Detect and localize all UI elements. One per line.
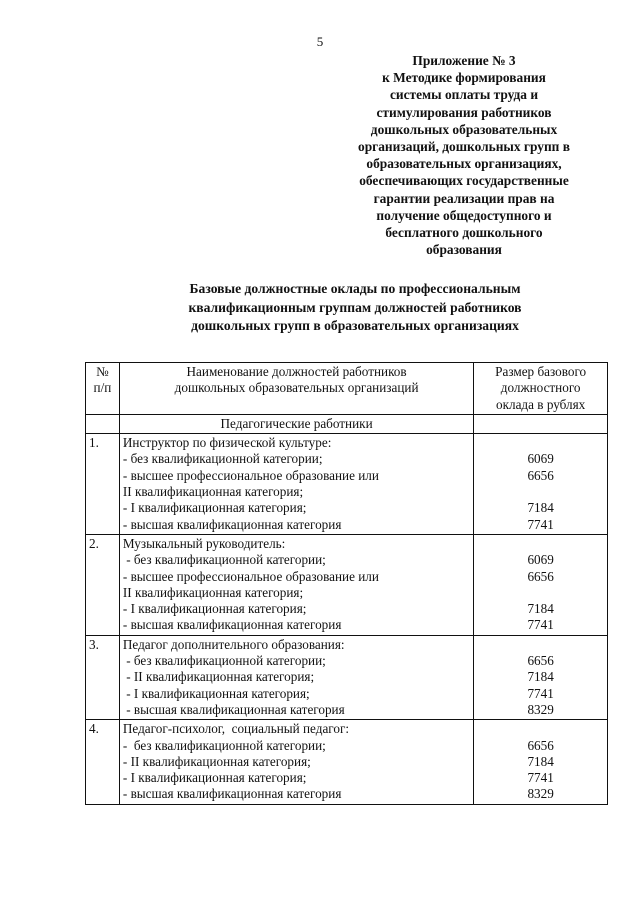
salary-value: 7184 [527, 500, 554, 516]
row-line: - без квалификационной категории; [122, 737, 326, 753]
section-value-cell [474, 414, 608, 433]
section-title: Педагогические работники [119, 414, 473, 433]
row-num: 4. [86, 720, 120, 804]
salary-value: 7184 [527, 669, 554, 685]
appendix-line: образования [426, 242, 502, 258]
table-row [86, 434, 608, 535]
row-values [474, 534, 608, 635]
salary-value [477, 484, 604, 500]
salary-value: 6069 [527, 552, 554, 568]
row-positions [119, 534, 473, 635]
page-number: 5 [316, 34, 324, 49]
row-title: Педагог дополнительного образования: [122, 636, 345, 652]
row-num: 1. [86, 434, 120, 535]
row-title: Музыкальный руководитель: [122, 535, 286, 551]
section-num-cell [86, 414, 120, 433]
row-line: - высшая квалификационная категория [122, 786, 342, 802]
header-num [86, 363, 120, 415]
row-line: - высшее профессиональное образование или [122, 467, 379, 483]
salary-value: 7741 [527, 516, 554, 532]
salary-value: 7184 [527, 753, 554, 769]
row-line: - II квалификационная категория; [122, 753, 311, 769]
row-title: Педагог-психолог, социальный педагог: [122, 721, 350, 737]
table-row [86, 635, 608, 719]
title-line: дошкольных групп в образовательных организациях [191, 318, 519, 333]
title-line: Базовые должностные оклады по профессиональным [189, 281, 521, 296]
appendix-line: гарантии реализации прав на [373, 190, 555, 206]
row-line: - высшее профессиональное образование или [122, 568, 379, 584]
salary-value [477, 585, 604, 601]
table-row [86, 720, 608, 804]
salary-table [85, 362, 608, 805]
row-line: - I квалификационная категория; [122, 601, 307, 617]
appendix-line: к Методике формирования [382, 70, 546, 86]
row-positions [119, 720, 473, 804]
row-positions [119, 434, 473, 535]
header-num-line: п/п [93, 380, 112, 396]
salary-value: 6656 [527, 737, 554, 753]
row-positions [119, 635, 473, 719]
header-salary [474, 363, 608, 415]
salary-value: 7184 [527, 601, 554, 617]
section-row [86, 414, 608, 433]
row-num: 2. [86, 534, 120, 635]
header-num-line: № [96, 364, 109, 379]
row-num: 3. [86, 635, 120, 719]
table-header-row [86, 363, 608, 415]
row-line: - без квалификационной категории; [122, 653, 326, 669]
document-title [140, 280, 570, 336]
table-row [86, 534, 608, 635]
row-values [474, 635, 608, 719]
header-name-line: дошкольных образовательных организаций [174, 380, 419, 396]
salary-value: 8329 [527, 701, 554, 717]
header-salary-line: должностного [500, 380, 581, 396]
row-values [474, 434, 608, 535]
row-title: Инструктор по физической культуре: [122, 435, 332, 451]
salary-value: 8329 [527, 786, 554, 802]
appendix-line: стимулирования работников [376, 104, 552, 120]
value-spacer [477, 536, 604, 552]
title-line: квалификационным группам должностей работников [188, 299, 522, 315]
appendix-line: системы оплаты труда и [389, 87, 539, 103]
appendix-line: обеспечивающих государственные [359, 173, 569, 189]
salary-value: 6656 [527, 568, 554, 584]
value-spacer [477, 435, 604, 451]
salary-value: 7741 [527, 770, 554, 786]
appendix-line: дошкольных образовательных [370, 121, 558, 137]
appendix-line: получение общедоступного и [376, 207, 552, 223]
row-line: II квалификационная категория; [122, 584, 304, 600]
row-line: - I квалификационная категория; [122, 685, 310, 701]
salary-value: 7741 [527, 617, 554, 633]
salary-value: 6656 [527, 653, 554, 669]
header-name-line: Наименование должностей работников [186, 364, 407, 379]
value-spacer [477, 637, 604, 653]
salary-value: 6069 [527, 451, 554, 467]
value-spacer [477, 721, 604, 737]
header-salary-line: Размер базового [495, 364, 587, 379]
row-line: - II квалификационная категория; [122, 669, 315, 685]
row-line: - I квалификационная категория; [122, 770, 307, 786]
appendix-heading [330, 52, 598, 258]
row-line: II квалификационная категория; [122, 484, 304, 500]
header-name [119, 363, 473, 415]
header-salary-line: оклада в рублях [496, 396, 586, 412]
row-line: - высшая квалификационная категория [122, 516, 342, 532]
row-line: - высшая квалификационная категория [122, 701, 345, 717]
appendix-line: организаций, дошкольных групп в [358, 139, 570, 155]
appendix-line: бесплатного дошкольного [385, 225, 543, 241]
row-values [474, 720, 608, 804]
salary-value: 6656 [527, 467, 554, 483]
row-line: - высшая квалификационная категория [122, 617, 342, 633]
salary-value: 7741 [527, 685, 554, 701]
row-line: - без квалификационной категории; [122, 552, 326, 568]
row-line: - без квалификационной категории; [122, 451, 323, 467]
appendix-line: Приложение № 3 [412, 53, 516, 68]
row-line: - I квалификационная категория; [122, 500, 307, 516]
appendix-line: образовательных организациях, [366, 156, 562, 172]
